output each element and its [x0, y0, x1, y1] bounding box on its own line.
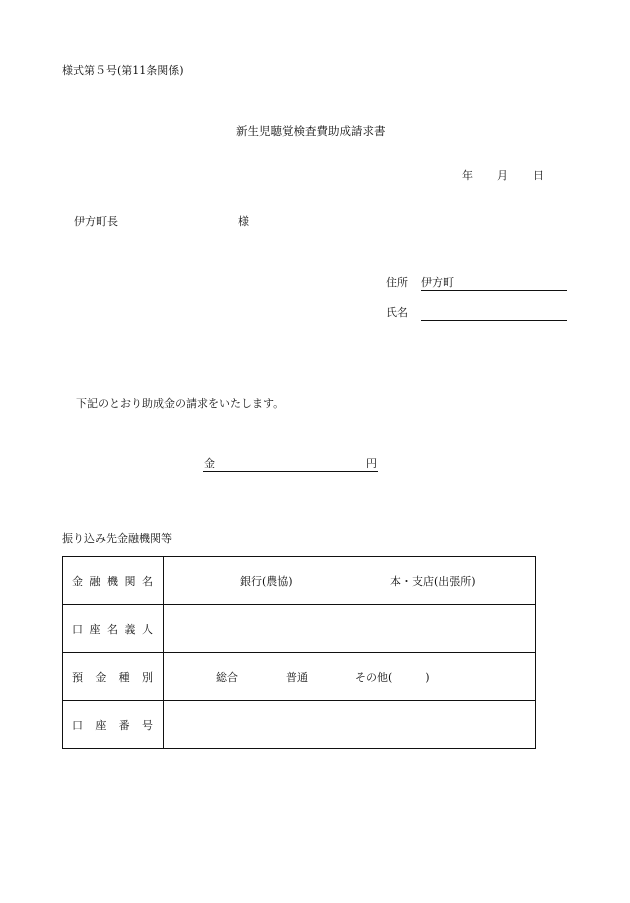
table-row — [63, 557, 536, 605]
account-number-cell[interactable] — [164, 701, 536, 749]
date-year-label: 年 — [462, 169, 473, 182]
date-day-label: 日 — [533, 169, 544, 182]
section-title: 振り込み先金融機関等 — [62, 532, 172, 545]
row-label: 金融機関名 — [72, 574, 154, 588]
address-label: 住所 — [386, 276, 408, 289]
table-row — [63, 701, 536, 749]
deposit-option-general[interactable]: 総合 — [216, 671, 238, 684]
row-label: 口座名義人 — [72, 622, 154, 636]
branch-suffix: 本・支店(出張所) — [390, 575, 476, 588]
bank-name-suffix: 銀行(農協) — [240, 575, 293, 588]
addressee-name: 伊方町長 — [74, 215, 118, 228]
name-label: 氏名 — [386, 306, 408, 319]
amount-field[interactable] — [203, 457, 378, 472]
request-statement: 下記のとおり助成金の請求をいたします。 — [76, 397, 285, 410]
row-label-cell — [63, 653, 164, 701]
row-label-cell — [63, 557, 164, 605]
bank-name-cell[interactable] — [164, 557, 536, 605]
addressee-honorific: 様 — [238, 215, 249, 228]
address-value: 伊方町 — [421, 276, 454, 289]
address-field[interactable] — [421, 276, 567, 291]
row-label-cell — [63, 701, 164, 749]
table-row — [63, 653, 536, 701]
deposit-option-ordinary[interactable]: 普通 — [286, 671, 308, 684]
page-title: 新生児聴覚検査費助成請求書 — [236, 124, 386, 138]
account-holder-cell[interactable] — [164, 605, 536, 653]
bank-info-table — [62, 556, 536, 749]
amount-prefix: 金 — [204, 457, 215, 470]
date-month-label: 月 — [497, 169, 508, 182]
row-label: 口座番号 — [72, 718, 154, 732]
name-field[interactable] — [421, 306, 567, 321]
row-label-cell — [63, 605, 164, 653]
amount-suffix: 円 — [366, 457, 377, 470]
row-label: 預金種別 — [72, 670, 154, 684]
table-row — [63, 605, 536, 653]
deposit-type-cell — [164, 653, 536, 701]
form-number: 様式第５号(第11条関係) — [62, 64, 184, 77]
deposit-option-other[interactable]: その他( ) — [355, 671, 430, 684]
